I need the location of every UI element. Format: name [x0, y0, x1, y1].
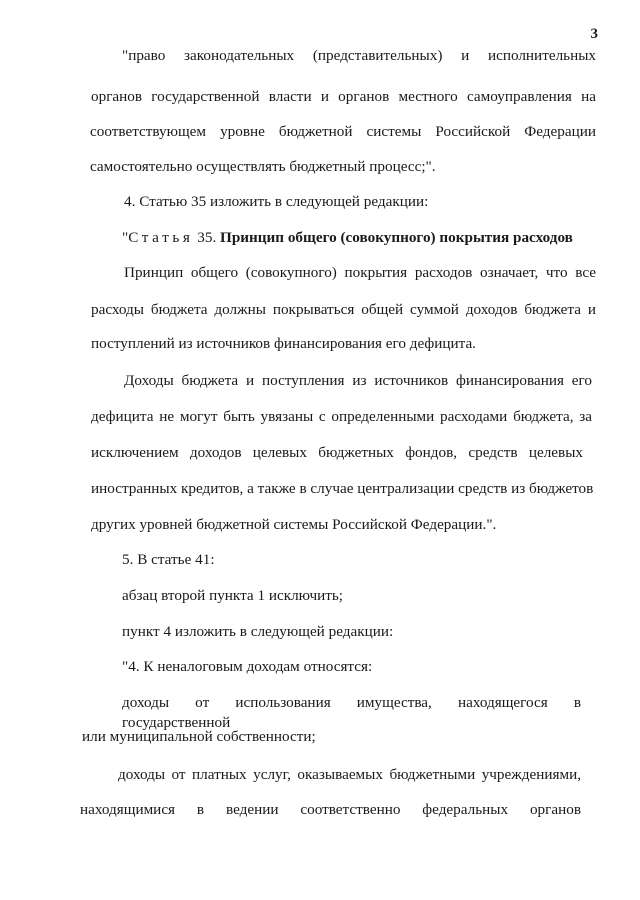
text-line: доходы от использования имущества, находящегося в государственной: [122, 694, 581, 731]
heading-quote: ": [122, 229, 129, 246]
text-line: других уровней бюджетной системы Российской Федерации.".: [91, 516, 497, 533]
text-line: иностранных кредитов, а также в случае централизации средств из бюджетов: [91, 480, 594, 497]
article-heading: [122, 228, 573, 248]
text-line: дефицита не могут быть увязаны с определенными расходами бюджета, за: [91, 408, 592, 425]
text-line: "4. К неналоговым доходам относятся:: [122, 658, 373, 675]
text-line: находящимися в ведении соответственно федеральных органов: [80, 801, 581, 818]
text-line: поступлений из источников финансирования его дефицита.: [91, 335, 476, 352]
text-line: Доходы бюджета и поступления из источников финансирования его: [124, 372, 592, 389]
text-line: органов государственной власти и органов местного самоуправления на: [91, 88, 596, 105]
heading-article-word: Статья: [128, 229, 194, 246]
heading-article-number: 35.: [193, 229, 221, 246]
text-line: "право законодательных (представительных) и исполнительных: [122, 47, 596, 64]
text-line: соответствующем уровне бюджетной системы Российской Федерации: [90, 123, 596, 140]
text-line: самостоятельно осуществлять бюджетный процесс;".: [90, 158, 436, 175]
text-line: 4. Статью 35 изложить в следующей редакции:: [124, 193, 429, 210]
heading-article-title: Принцип общего (совокупного) покрытия расходов: [220, 229, 573, 246]
text-line: расходы бюджета должны покрываться общей суммой доходов бюджета и: [91, 301, 596, 318]
text-line: Принцип общего (совокупного) покрытия расходов означает, что все: [124, 264, 596, 281]
text-line: доходы от платных услуг, оказываемых бюджетными учреждениями,: [118, 766, 581, 783]
text-line: или муниципальной собственности;: [82, 728, 316, 745]
page-number: 3: [590, 26, 598, 42]
text-line: пункт 4 изложить в следующей редакции:: [122, 623, 394, 640]
text-line: абзац второй пункта 1 исключить;: [122, 587, 343, 604]
text-line: исключением доходов целевых бюджетных фондов, средств целевых: [91, 444, 583, 461]
text-line: 5. В статье 41:: [122, 551, 215, 568]
